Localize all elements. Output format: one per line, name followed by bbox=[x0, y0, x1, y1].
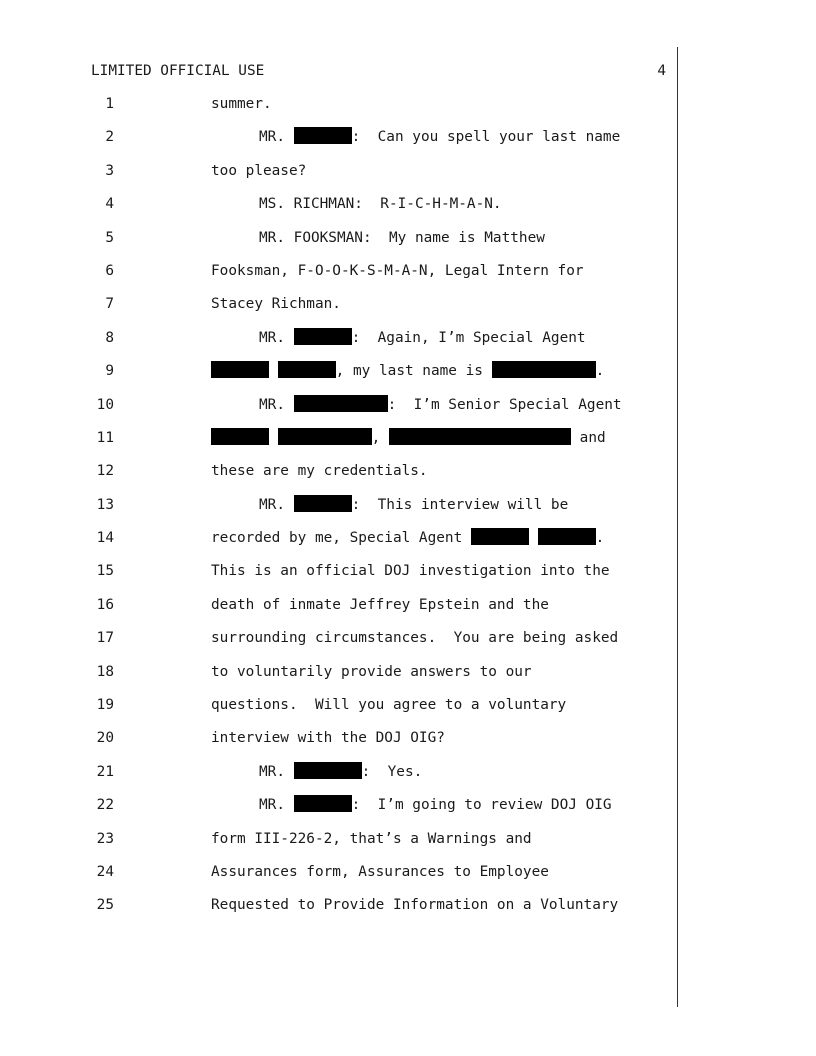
redaction-block bbox=[492, 361, 596, 378]
line-text: MR. FOOKSMAN: My name is Matthew bbox=[259, 229, 545, 246]
line-text: questions. Will you agree to a voluntary bbox=[211, 697, 567, 714]
transcript-line-19 bbox=[0, 695, 816, 728]
line-text: to voluntarily provide answers to our bbox=[211, 663, 532, 680]
line-text: recorded by me, Special Agent . bbox=[211, 530, 605, 547]
redaction-block bbox=[278, 428, 372, 445]
line-text: Requested to Provide Information on a Voluntary bbox=[211, 897, 619, 914]
redaction-block bbox=[294, 495, 352, 512]
line-number: 17 bbox=[96, 630, 114, 647]
redaction-block bbox=[294, 795, 352, 812]
line-number: 21 bbox=[96, 763, 114, 780]
line-text: death of inmate Jeffrey Epstein and the bbox=[211, 596, 549, 613]
line-number: 22 bbox=[96, 797, 114, 814]
redaction-block bbox=[389, 428, 571, 445]
line-text: interview with the DOJ OIG? bbox=[211, 730, 445, 747]
redaction-block bbox=[278, 361, 336, 378]
line-number: 10 bbox=[96, 396, 114, 413]
transcript-line-5 bbox=[0, 228, 816, 261]
line-number: 16 bbox=[96, 596, 114, 613]
line-text: Stacey Richman. bbox=[211, 296, 341, 313]
line-text: these are my credentials. bbox=[211, 463, 428, 480]
transcript-line-7 bbox=[0, 294, 816, 327]
line-text: MR. : Can you spell your last name bbox=[259, 129, 621, 146]
line-text: summer. bbox=[211, 96, 272, 112]
line-text: , my last name is . bbox=[211, 361, 604, 381]
line-number: 5 bbox=[105, 229, 114, 246]
transcript-line-2 bbox=[0, 127, 816, 160]
transcript-line-12 bbox=[0, 461, 816, 494]
line-number: 14 bbox=[96, 530, 114, 547]
line-text: MR. : I’m going to review DOJ OIG bbox=[259, 797, 612, 814]
redaction-block bbox=[211, 361, 269, 378]
transcript-line-9 bbox=[0, 361, 816, 394]
line-text: surrounding circumstances. You are being asked bbox=[211, 630, 619, 647]
transcript-line-18 bbox=[0, 662, 816, 695]
redaction-block bbox=[538, 528, 596, 545]
line-number: 19 bbox=[96, 697, 114, 714]
line-number: 15 bbox=[96, 563, 114, 580]
line-number: 4 bbox=[105, 196, 114, 213]
transcript-line-23 bbox=[0, 829, 816, 862]
transcript-line-6 bbox=[0, 261, 816, 294]
line-number: 18 bbox=[96, 663, 114, 680]
line-number: 3 bbox=[105, 162, 114, 179]
line-number: 7 bbox=[105, 296, 114, 313]
redaction-block bbox=[471, 528, 529, 545]
line-text: too please? bbox=[211, 162, 307, 179]
transcript-line-24 bbox=[0, 862, 816, 895]
line-text: form III-226-2, that’s a Warnings and bbox=[211, 830, 532, 847]
line-text: MR. : Yes. bbox=[259, 763, 423, 780]
transcript-line-10 bbox=[0, 395, 816, 428]
transcript-line-16 bbox=[0, 595, 816, 628]
line-number: 6 bbox=[105, 262, 114, 279]
transcript-line-25 bbox=[0, 895, 816, 928]
classification-header: LIMITED OFFICIAL USE bbox=[91, 63, 265, 79]
line-number: 8 bbox=[105, 329, 114, 346]
transcript-line-22 bbox=[0, 795, 816, 828]
line-number: 12 bbox=[96, 463, 114, 480]
transcript-line-15 bbox=[0, 561, 816, 594]
line-text: MR. : I’m Senior Special Agent bbox=[259, 396, 622, 413]
line-number: 2 bbox=[105, 129, 114, 146]
redaction-block bbox=[294, 328, 352, 345]
transcript-line-14 bbox=[0, 528, 816, 561]
transcript-line-17 bbox=[0, 628, 816, 661]
transcript-body bbox=[0, 94, 816, 929]
redaction-block bbox=[294, 395, 388, 412]
line-text: MS. RICHMAN: R-I-C-H-M-A-N. bbox=[259, 196, 502, 213]
redaction-block bbox=[294, 127, 352, 144]
line-number: 20 bbox=[96, 730, 114, 747]
line-number: 1 bbox=[105, 96, 114, 112]
redaction-block bbox=[294, 762, 362, 779]
line-text: Assurances form, Assurances to Employee bbox=[211, 863, 549, 880]
line-number: 23 bbox=[96, 830, 114, 847]
page-number: 4 bbox=[657, 63, 666, 79]
transcript-line-8 bbox=[0, 328, 816, 361]
transcript-line-13 bbox=[0, 495, 816, 528]
transcript-line-21 bbox=[0, 762, 816, 795]
line-number: 25 bbox=[96, 897, 114, 914]
transcript-line-3 bbox=[0, 161, 816, 194]
transcript-line-20 bbox=[0, 728, 816, 761]
line-number: 13 bbox=[96, 496, 114, 513]
line-text: , and bbox=[211, 428, 606, 448]
line-text: MR. : Again, I’m Special Agent bbox=[259, 329, 586, 346]
line-number: 24 bbox=[96, 863, 114, 880]
line-text: MR. : This interview will be bbox=[259, 496, 569, 513]
line-number: 11 bbox=[96, 429, 114, 446]
line-text: Fooksman, F-O-O-K-S-M-A-N, Legal Intern for bbox=[211, 262, 584, 279]
transcript-line-11 bbox=[0, 428, 816, 461]
redaction-block bbox=[211, 428, 269, 445]
transcript-line-4 bbox=[0, 194, 816, 227]
line-number: 9 bbox=[105, 363, 114, 380]
line-text: This is an official DOJ investigation into the bbox=[211, 563, 610, 580]
transcript-line-1 bbox=[0, 94, 816, 127]
